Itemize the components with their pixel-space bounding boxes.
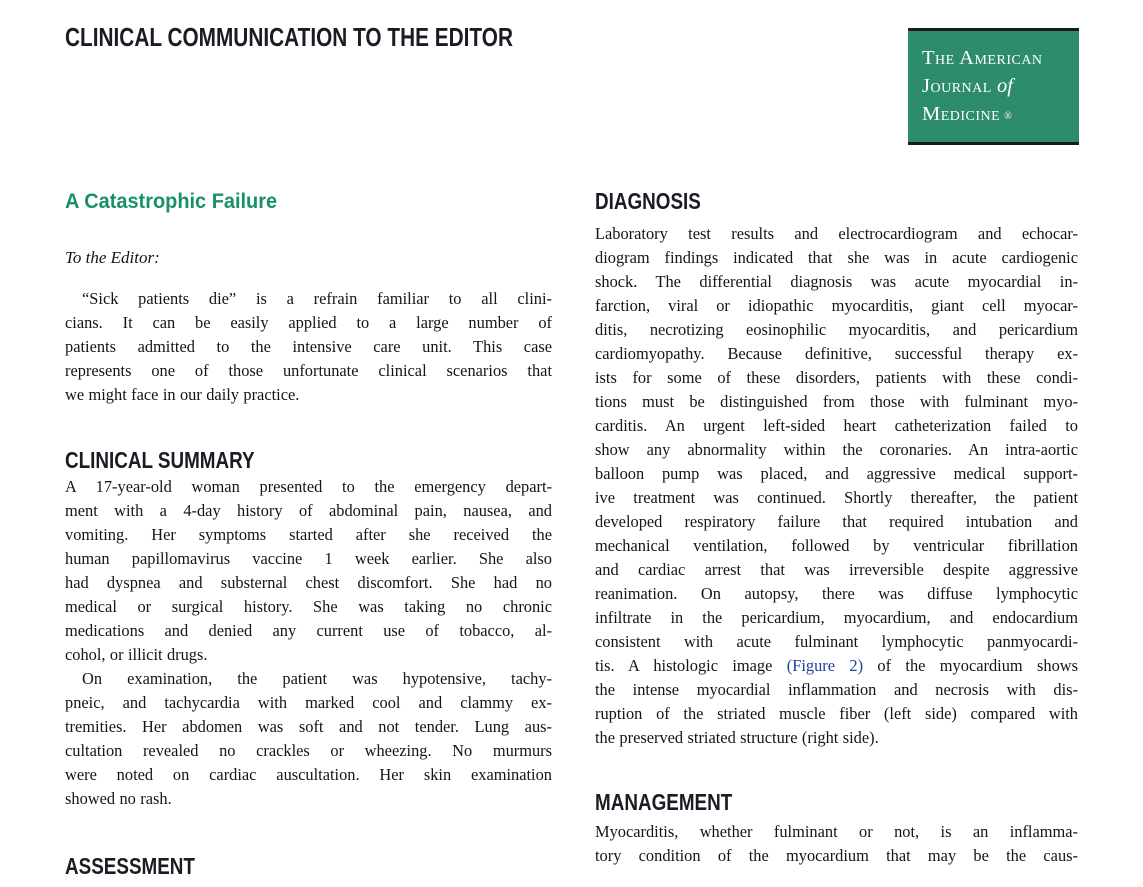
text-line: tions must be distinguished from those with fulminant myo- <box>595 392 1078 411</box>
diagnosis-heading: DIAGNOSIS <box>595 188 701 214</box>
text-line: ists for some of these disorders, patients with these condi- <box>595 368 1078 387</box>
right-column <box>595 190 1078 868</box>
text-line: ive treatment was continued. Shortly thereafter, the patient <box>595 488 1078 507</box>
text-line: diogram findings indicated that she was in acute cardiogenic <box>595 248 1078 267</box>
text-line: tremities. Her abdomen was soft and not tender. Lung aus- <box>65 717 552 736</box>
text-segment: of the myocardium shows <box>863 656 1078 675</box>
salutation: To the Editor: <box>65 248 160 267</box>
text-line: ditis, necrotizing eosinophilic myocarditis, and pericardium <box>595 320 1078 339</box>
text-line: balloon pump was placed, and aggressive medical support- <box>595 464 1078 483</box>
text-line: show any abnormality within the coronaries. An intra-aortic <box>595 440 1078 459</box>
text-line: the intense myocardial inflammation and necrosis with dis- <box>595 680 1078 699</box>
text-line: “Sick patients die” is a refrain familiar to all clini- <box>82 289 552 308</box>
text-line: infiltrate in the pericardium, myocardium, and endocardium <box>595 608 1078 627</box>
text-line: tory condition of the myocardium that may be the caus- <box>595 846 1078 865</box>
diagnosis-paragraph <box>595 222 1078 750</box>
text-line: carditis. An urgent left-sided heart catheterization failed to <box>595 416 1078 435</box>
assessment-heading: ASSESSMENT <box>65 853 195 879</box>
text-line: cardiomyopathy. Because definitive, successful therapy ex- <box>595 344 1078 363</box>
intro-paragraph <box>65 287 552 407</box>
text-line: were noted on cardiac auscultation. Her skin examination <box>65 765 552 784</box>
logo-text-of: of <box>996 75 1013 97</box>
text-line: patients admitted to the intensive care unit. This case <box>65 337 552 356</box>
article-title: A Catastrophic Failure <box>65 190 278 213</box>
text-line: A 17-year-old woman presented to the emergency depart- <box>65 477 552 496</box>
text-line: On examination, the patient was hypotensive, tachy- <box>82 669 552 688</box>
text-line: cians. It can be easily applied to a large number of <box>65 313 552 332</box>
logo-line-2 <box>922 72 1079 100</box>
text-line: cultation revealed no crackles or wheezing. No murmurs <box>65 741 552 760</box>
text-line: medical or surgical history. She was taking no chronic <box>65 597 552 616</box>
text-line: the preserved striated structure (right side). <box>595 728 879 747</box>
text-line: ruption of the striated muscle fiber (left side) compared with <box>595 704 1078 723</box>
logo-text-medicine: Medicine <box>922 103 1001 125</box>
text-line: represents one of those unfortunate clinical scenarios that <box>65 361 552 380</box>
article-type-banner: CLINICAL COMMUNICATION TO THE EDITOR <box>65 22 513 52</box>
logo-line-1 <box>922 44 1079 72</box>
text-line: reanimation. On autopsy, there was diffuse lymphocytic <box>595 584 1078 603</box>
text-line: shock. The differential diagnosis was acute myocardial in- <box>595 272 1078 291</box>
text-line <box>595 654 1078 678</box>
logo-text-journal: Journal <box>922 75 992 97</box>
clinical-summary-paragraph-1 <box>65 475 552 667</box>
text-line: ment with a 4-day history of abdominal pain, nausea, and <box>65 501 552 520</box>
clinical-summary-heading: CLINICAL SUMMARY <box>65 447 255 473</box>
text-line: we might face in our daily practice. <box>65 385 300 404</box>
management-paragraph <box>595 820 1078 868</box>
journal-logo <box>908 28 1079 145</box>
text-line: human papillomavirus vaccine 1 week earlier. She also <box>65 549 552 568</box>
text-line: Laboratory test results and electrocardiogram and echocar- <box>595 224 1078 243</box>
text-line: Myocarditis, whether fulminant or not, is an inflamma- <box>595 822 1078 841</box>
text-line: vomiting. Her symptoms started after she received the <box>65 525 552 544</box>
text-line: had dyspnea and substernal chest discomfort. She had no <box>65 573 552 592</box>
figure-2-link[interactable]: (Figure 2) <box>786 656 864 675</box>
text-line: mechanical ventilation, followed by ventricular fibrillation <box>595 536 1078 555</box>
text-segment: tis. A histologic image <box>595 656 787 675</box>
text-line: cohol, or illicit drugs. <box>65 645 208 664</box>
text-line: pneic, and tachycardia with marked cool and clammy ex- <box>65 693 552 712</box>
text-line: showed no rash. <box>65 789 172 808</box>
management-heading: MANAGEMENT <box>595 789 733 815</box>
logo-line-3 <box>922 100 1079 131</box>
text-line: developed respiratory failure that required intubation and <box>595 512 1078 531</box>
left-column <box>65 190 552 877</box>
text-line: consistent with acute fulminant lymphocytic panmyocardi- <box>595 632 1078 651</box>
text-line: farction, viral or idiopathic myocarditis, giant cell myocar- <box>595 296 1078 315</box>
text-line: and cardiac arrest that was irreversible despite aggressive <box>595 560 1078 579</box>
registered-trademark-symbol: ® <box>1004 111 1012 122</box>
logo-text-the-american: The American <box>922 47 1043 69</box>
text-line: medications and denied any current use of tobacco, al- <box>65 621 552 640</box>
clinical-summary-paragraph-2 <box>65 667 552 811</box>
